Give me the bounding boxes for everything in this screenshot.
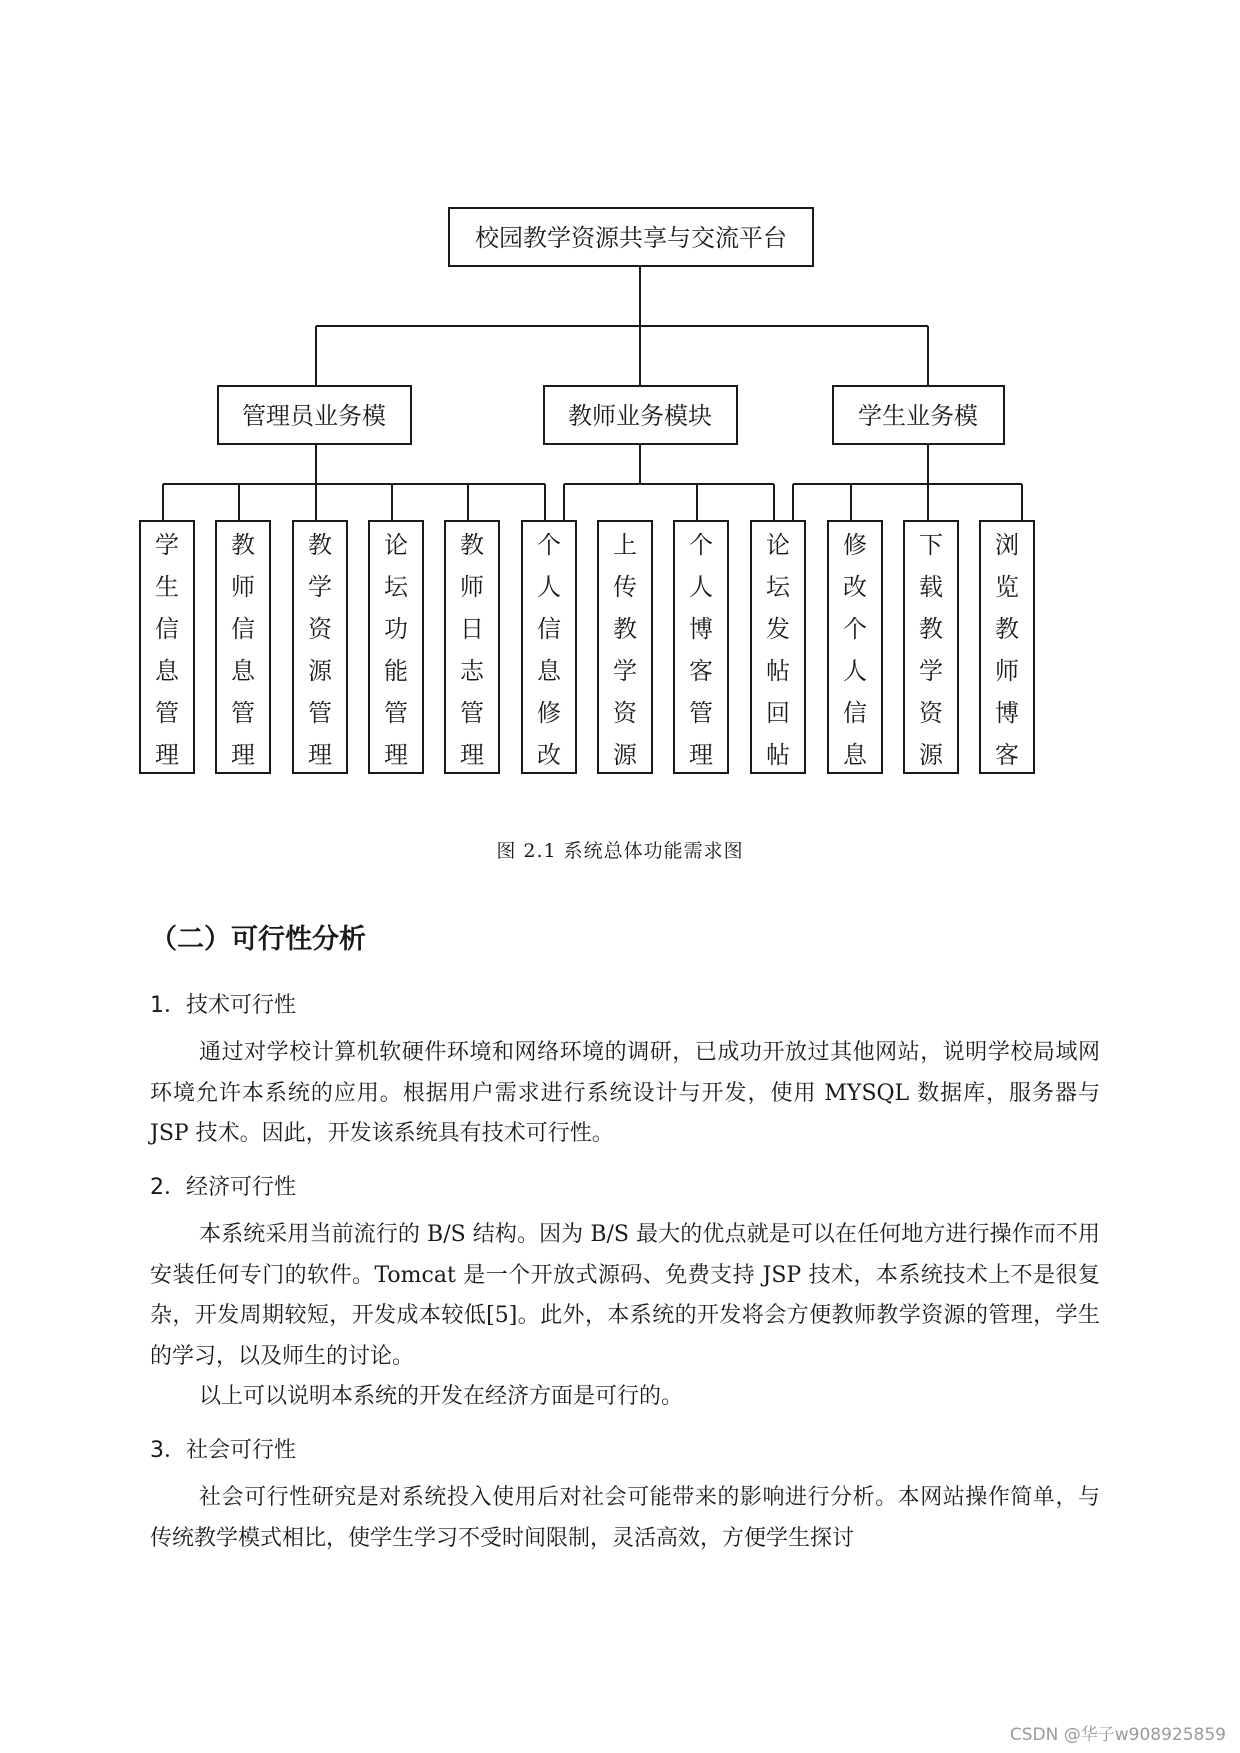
figure-caption: 图 2.1 系统总体功能需求图: [496, 840, 744, 862]
root-node-label: 校园教学资源共享与交流平台: [475, 224, 787, 252]
leaf-node: [904, 521, 958, 773]
leaf-node-label: 下载教学资源: [919, 531, 943, 769]
leaf-node: [598, 521, 652, 773]
subsection-heading-technical: 1．技术可行性: [150, 993, 296, 1018]
leaf-node-label: 论坛发帖回帖: [766, 531, 790, 769]
leaf-node-label: 上传教学资源: [613, 531, 637, 769]
paragraph-economic: 本系统采用当前流行的 B/S 结构。因为 B/S 最大的优点就是可以在任何地方进行操作而不用安装任何专门的软件。Tomcat 是一个开放式源码、免费支持 JSP 技术，本系统技术上不是很复杂，开发周期较短，开发成本较低[5]。此外，本系统的开发将会方便教师教学资源的管理，学生的学习，以及师生的讨论。: [150, 1222, 1100, 1369]
leaf-node: [751, 521, 805, 773]
leaf-node-label: 教师信息管理: [231, 531, 255, 769]
leaf-node: [293, 521, 347, 773]
leaf-node-label: 学生信息管理: [155, 531, 179, 769]
leaf-node-label: 修改个人信息: [843, 531, 867, 769]
csdn-watermark: CSDN @华子w908925859: [1009, 1725, 1226, 1745]
module-node-admin: [218, 386, 411, 444]
leaf-node: [445, 521, 499, 773]
function-structure-diagram: [0, 0, 1240, 820]
module-label: 管理员业务模: [242, 402, 386, 430]
module-label: 学生业务模: [858, 402, 978, 430]
leaf-node-label: 教师日志管理: [460, 531, 484, 769]
leaf-node-label: 浏览教师博客: [995, 531, 1019, 769]
subsection-heading-economic: 2．经济可行性: [150, 1175, 296, 1200]
module-node-teacher: [544, 386, 737, 444]
leaf-node: [980, 521, 1034, 773]
leaf-node-label: 个人信息修改: [537, 531, 561, 769]
section-title: （二）可行性分析: [150, 924, 366, 955]
leaf-nodes: [140, 521, 1034, 773]
leaf-node: [216, 521, 270, 773]
paragraph-technical: 通过对学校计算机软硬件环境和网络环境的调研，已成功开放过其他网站，说明学校局域网环境允许本系统的应用。根据用户需求进行系统设计与开发，使用 MYSQL 数据库，服务器与 JSP 技术。因此，开发该系统具有技术可行性。: [150, 1040, 1100, 1146]
leaf-node-label: 论坛功能管理: [384, 531, 408, 769]
leaf-node: [522, 521, 576, 773]
paragraph-economic-conclusion: 以上可以说明本系统的开发在经济方面是可行的。: [199, 1384, 684, 1409]
root-node: [449, 208, 813, 266]
module-node-student: [833, 386, 1004, 444]
leaf-node: [140, 521, 194, 773]
subsection-heading-social: 3．社会可行性: [150, 1438, 296, 1463]
leaf-node: [828, 521, 882, 773]
leaf-node-label: 教学资源管理: [308, 531, 332, 769]
leaf-node: [369, 521, 423, 773]
leaf-node: [674, 521, 728, 773]
leaf-node-label: 个人博客管理: [689, 531, 713, 769]
paragraph-social: 社会可行性研究是对系统投入使用后对社会可能带来的影响进行分析。本网站操作简单，与传统教学模式相比，使学生学习不受时间限制，灵活高效，方便学生探讨: [150, 1485, 1100, 1551]
module-label: 教师业务模块: [568, 402, 712, 430]
